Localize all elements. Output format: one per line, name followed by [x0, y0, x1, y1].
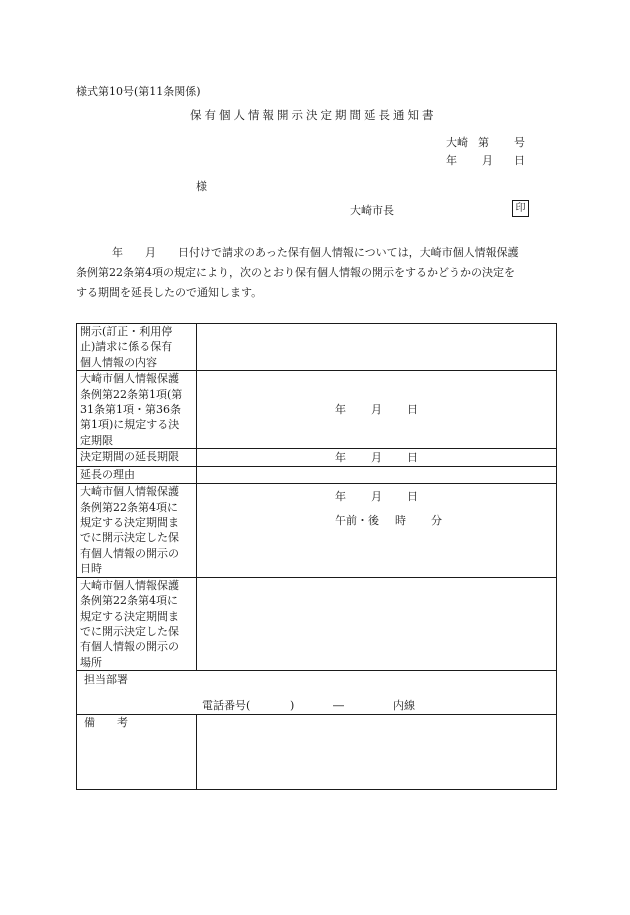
notice-line-3: する期間を延長したので通知します。	[76, 286, 263, 299]
notice-line-2: 条例第22条第4項の規定により，次のとおり保有個人情報の開示をするかどうかの決定を	[76, 266, 515, 279]
addressee-suffix: 様	[196, 180, 207, 193]
date-day: 日	[514, 154, 525, 167]
label-line: 大崎市個人情報保護	[80, 578, 179, 592]
document-number	[446, 134, 525, 150]
label-line: 条例第22条第4項に	[80, 500, 178, 514]
table-row	[77, 467, 557, 484]
label-line: 開示(訂正・利用停	[80, 325, 173, 338]
label-line: 規定する決定期間ま	[80, 516, 179, 530]
table-row	[77, 371, 557, 449]
label-line: 条例第22条第4項に	[80, 594, 178, 608]
doc-number-city: 大崎	[446, 136, 468, 149]
remarks-row	[77, 715, 557, 790]
row-label	[77, 577, 197, 670]
document-title: 保有個人情報開示決定期間延長通知書	[190, 108, 437, 122]
label-line: 大崎市個人情報保護	[80, 372, 179, 386]
label-line: 定期限	[80, 433, 113, 447]
phone-dash: ―	[333, 699, 344, 713]
form-number: 様式第10号(第11条関係)	[76, 85, 201, 98]
row-label	[77, 467, 197, 484]
label-line: 止)請求に係る保有	[80, 340, 173, 354]
row-label	[77, 371, 197, 449]
row-value	[197, 449, 557, 467]
value-year: 年	[335, 490, 346, 504]
doc-number-go: 号	[514, 136, 525, 149]
label-line: でに開示決定した保	[80, 624, 179, 638]
row-value	[197, 324, 557, 371]
notice-body	[76, 243, 556, 303]
value-month: 月	[371, 403, 382, 417]
date-value	[335, 402, 418, 417]
value-day: 日	[407, 451, 418, 465]
table-row	[77, 577, 557, 670]
label-line: 条例第22条第1項(第	[80, 387, 183, 401]
label-line: 規定する決定期間ま	[80, 609, 179, 623]
label-line: でに開示決定した保	[80, 531, 179, 545]
label-line: 日時	[80, 562, 102, 576]
value-ampm: 午前・後	[335, 514, 379, 528]
date-value	[335, 489, 418, 504]
value-day: 日	[407, 403, 418, 417]
label-line: 決定期間の延長期限	[80, 450, 179, 464]
label-line: 有個人情報の開示の	[80, 546, 179, 560]
row-label	[77, 324, 197, 371]
row-value	[197, 371, 557, 449]
notice-line-1: 年 月 日付けで請求のあった保有個人情報については，大崎市個人情報保護	[112, 246, 519, 259]
remarks-label	[77, 715, 197, 790]
label-line: 個人情報の内容	[80, 355, 157, 369]
sender-name: 大崎市長	[350, 204, 394, 217]
value-year: 年	[335, 403, 346, 417]
value-day: 日	[407, 490, 418, 504]
label-line: 有個人情報の開示の	[80, 640, 179, 654]
phone-label: 電話番号(	[202, 699, 251, 713]
extension-label: 内線	[393, 699, 415, 713]
document-date	[446, 152, 525, 168]
contact-cell	[77, 671, 557, 715]
row-value	[197, 467, 557, 484]
row-label	[77, 449, 197, 467]
date-month: 月	[482, 154, 493, 167]
phone-close: )	[290, 699, 295, 713]
value-month: 月	[371, 490, 382, 504]
label-line: 備 考	[84, 716, 128, 730]
date-value	[335, 450, 418, 465]
remarks-value	[197, 715, 557, 790]
row-value	[197, 484, 557, 577]
row-value	[197, 577, 557, 670]
table-row	[77, 324, 557, 371]
value-year: 年	[335, 451, 346, 465]
value-month: 月	[371, 451, 382, 465]
label-line: 延長の理由	[80, 468, 135, 482]
value-hour: 時	[395, 514, 406, 528]
time-value	[335, 513, 442, 528]
notice-form-table	[76, 323, 557, 790]
doc-number-dai: 第	[478, 136, 489, 149]
value-minute: 分	[431, 514, 442, 528]
date-year: 年	[446, 154, 457, 167]
contact-row	[77, 671, 557, 715]
label-line: 31条第1項・第36条	[80, 403, 181, 417]
seal-mark: 印	[512, 200, 529, 217]
row-label	[77, 484, 197, 577]
label-line: 第1項)に規定する決	[80, 418, 180, 432]
label-line: 大崎市個人情報保護	[80, 485, 179, 499]
contact-label: 担当部署	[84, 673, 128, 687]
table-row	[77, 484, 557, 577]
label-line: 場所	[80, 655, 102, 669]
table-row	[77, 449, 557, 467]
